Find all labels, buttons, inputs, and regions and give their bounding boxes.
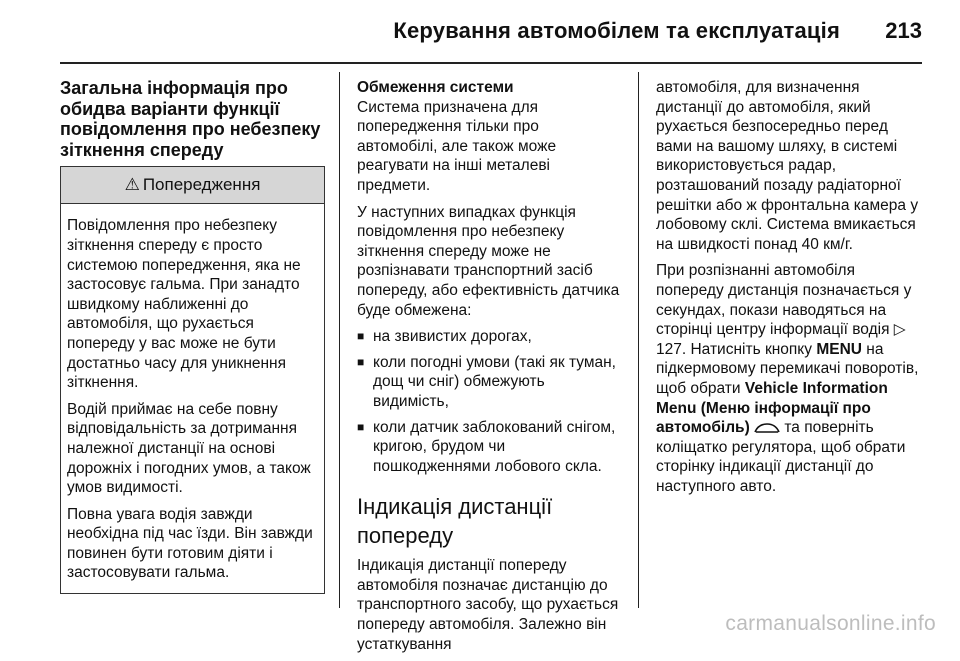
warning-title-bar — [61, 167, 324, 204]
car-front-icon — [754, 419, 780, 436]
list-item — [357, 418, 622, 477]
section-heading: Загальна інформація про обидва варіанти функції повідомлення про небезпеку зіткнення спереду — [60, 78, 321, 160]
bullet-icon: ■ — [357, 354, 365, 369]
menu-button-label: MENU — [816, 340, 862, 358]
body-paragraph: автомобіля, для визначення дистанції до автомобіля, який рухається безпосередньо перед вами на вашому шляху, в системі використовується радар, розташований позаду радіаторної решітки або ж фронтальна камера у лобовому склі. Система вмикається на швидкості понад 40 км/г. — [656, 79, 919, 253]
list-item — [357, 327, 622, 347]
page-reference-link[interactable]: 127 — [656, 340, 682, 358]
list-item-text: коли датчик заблокований снігом, кригою, брудом чи пошкодженнями лобового скла. — [373, 418, 616, 475]
bullet-icon: ■ — [357, 419, 365, 434]
body-paragraph: Система призначена для попередження тільки про автомобілі, але також може реагувати на інші металеві предмети. — [357, 98, 557, 194]
column-3 — [656, 78, 924, 503]
header-title: Керування автомобілем та експлуатація — [393, 18, 840, 43]
warning-paragraph: Повідомлення про небезпеку зіткнення спереду є просто системою попередження, яка не застосовує гальма. При занадто швидкому наближенні до автомобіля, що рухається попереду у вас може не бути достатньо часу для уникнення зіткнення. — [67, 217, 301, 392]
list-item — [357, 353, 622, 412]
list-item-text: на звивистих дорогах, — [373, 328, 532, 346]
body-paragraph-reference — [656, 261, 924, 496]
column-1 — [60, 78, 325, 594]
vehicle-info-menu-label: Vehicle Information Menu (Меню інформації про автомобіль) — [656, 379, 888, 437]
reference-arrow-icon: ▷ — [893, 321, 906, 339]
warning-title: Попередження — [142, 175, 261, 195]
watermark: carmanualsonline.info — [725, 612, 936, 635]
section-heading-distance: Індикація дистанції попереду — [357, 494, 553, 549]
text-segment: на підкермовому перемикачі поворотів, щоб обрати — [656, 340, 919, 397]
subheading-system-limits: Обмеження системи — [357, 79, 514, 96]
text-segment: . Натисніть кнопку — [681, 340, 813, 358]
column-2 — [357, 78, 622, 661]
column-divider-1 — [339, 72, 340, 608]
page-number: 213 — [885, 18, 922, 43]
page-header — [60, 18, 922, 48]
warning-triangle-icon: ⚠ — [124, 175, 140, 195]
header-divider — [60, 62, 922, 64]
warning-body — [61, 204, 324, 593]
column-divider-2 — [638, 72, 639, 608]
text-segment: та поверніть коліщатко регулятора, щоб обрати сторінку індикації дистанції до наступного авто. — [656, 419, 906, 495]
bullet-icon: ■ — [357, 329, 365, 344]
text-segment: При розпізнанні автомобіля попереду дистанція позначається у секундах, покази наводяться на сторінці центру інформації водія — [656, 262, 912, 339]
body-paragraph: У наступних випадках функція повідомлення про небезпеку зіткнення спереду може не розпізнавати транспортний засіб попереду, або ефективність датчика буде обмежена: — [357, 203, 620, 319]
bullet-list — [357, 327, 622, 476]
body-paragraph: Індикація дистанції попереду автомобіля позначає дистанцію до транспортного засобу, що рухається попереду автомобіля. Залежно він устаткування — [357, 557, 619, 653]
warning-paragraph: Повна увага водія завжди необхідна під час їзди. Він завжди повинен бути готовим діяти і застосовувати гальма. — [67, 505, 313, 582]
warning-paragraph: Водій приймає на себе повну відповідальність за дотримання належної дистанції на основі дорожніх і погодних умов, а також умов видимості. — [67, 400, 311, 497]
warning-box — [60, 166, 325, 594]
list-item-text: коли погодні умови (такі як туман, дощ чи сніг) обмежують видимість, — [373, 353, 616, 410]
